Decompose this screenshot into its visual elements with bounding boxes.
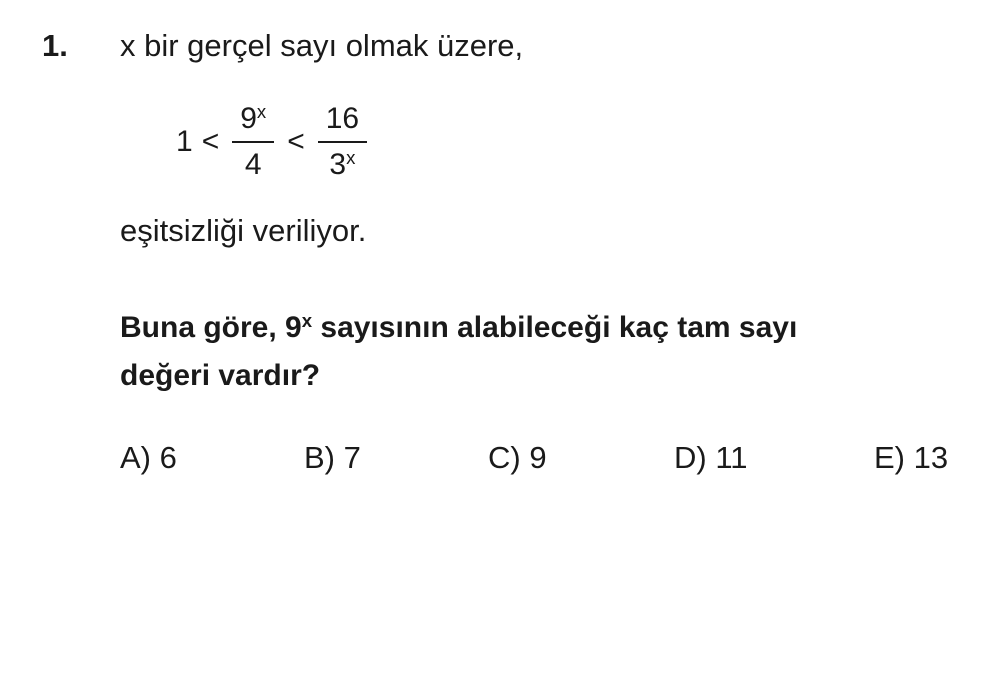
fraction-9x-over-4 [232, 101, 274, 183]
given-statement: eşitsizliği veriliyor. [120, 213, 367, 248]
fraction-bar [318, 141, 367, 143]
less-than-sign: < [201, 125, 220, 158]
numerator-base: 9 [240, 102, 257, 135]
fraction-numerator [232, 101, 274, 137]
fraction-denominator: 4 [244, 148, 262, 181]
denominator-base: 3 [329, 148, 347, 181]
prompt-part-2: sayısının alabileceği kaç tam sayı [312, 311, 798, 344]
answer-option-e[interactable]: E) 13 [874, 440, 949, 475]
fraction-16-over-3x [318, 101, 367, 183]
question-prompt-line-2: değeri vardır? [120, 359, 321, 392]
fraction-numerator: 16 [325, 102, 360, 135]
question-prompt-line-1 [120, 304, 940, 352]
question-prompt [120, 304, 940, 400]
answer-option-d[interactable]: D) 11 [674, 440, 748, 475]
less-than-sign: < [287, 125, 305, 158]
question-number: 1. [42, 28, 68, 63]
answer-option-c[interactable]: C) 9 [488, 440, 547, 475]
fraction-bar [232, 141, 274, 143]
prompt-part-1: Buna göre, 9 [120, 311, 302, 344]
numerator-exponent: x [256, 100, 267, 122]
prompt-exponent: x [301, 309, 313, 331]
fraction-denominator [321, 147, 363, 183]
inequality-expression [176, 92, 371, 192]
inequality-left-value: 1 [176, 125, 193, 158]
answer-option-b[interactable]: B) 7 [304, 440, 361, 475]
answer-option-a[interactable]: A) 6 [120, 440, 177, 475]
question-intro: x bir gerçel sayı olmak üzere, [120, 28, 524, 63]
denominator-exponent: x [346, 146, 356, 168]
